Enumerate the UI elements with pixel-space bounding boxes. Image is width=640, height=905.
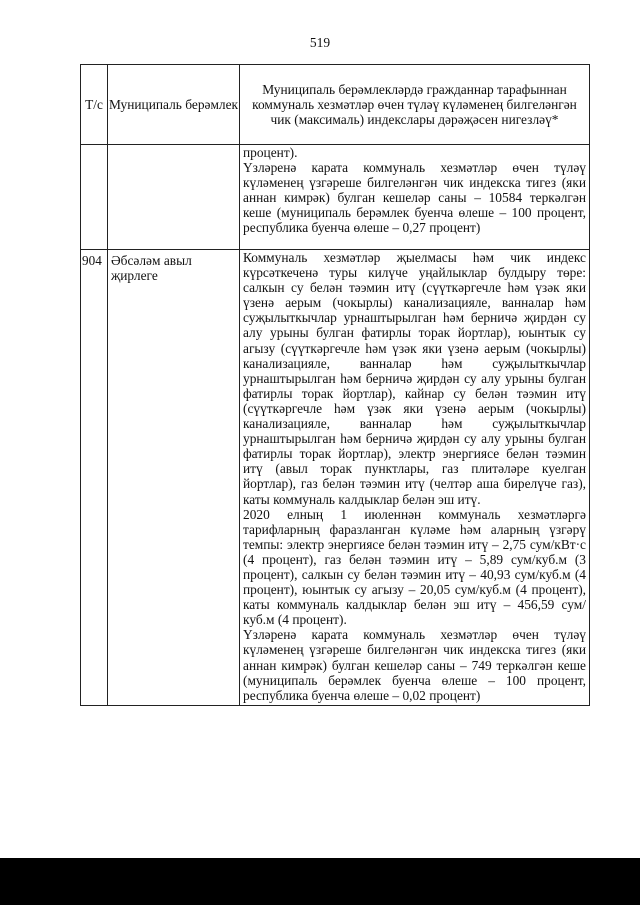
paragraph: Үзләренә карата коммуналь хезмәтләр өчен түләү күләменең үзгәреше билгеләнгән чик индекска тигез (яки аннан кимрәк) булган кешеләр саны – 749 теркәлгән кеше (муниципаль берәмлек буенча өлеше – 100 процент, республика буенча өлеше – 0,02 процент) (243, 627, 586, 703)
header-municipality: Муниципаль берәмлек (108, 65, 240, 145)
paragraph: Коммуналь хезмәтләр җыелмасы һәм чик индекс күрсәткеченә туры килүче уңайлыклар булдыру төре: салкын су белән тәэмин итү (сүүткәргечле һәм үзәк яки үзенә аерым (чокырлы) канализацияле, ванналар һәм суҗылыткычлар урнаштырылган һәм берничә җирдән су алу урыны булган фатирлы торак йортлар), юынтык су агызу (сүүткәргечле һәм үзәк яки үзенә аерым (чокырлы) канализацияле, ванналар һәм суҗылыткычлар урнаштырылган һәм берничә җирдән су алу урыны булган фатирлы торак йортлар), кайнар су белән тәэмин итү (сүүткәргечле һәм үзәк яки үзенә аерым (чокырлы) канализацияле, ванналар һәм суҗылыткычлар урнаштырылган һәм берничә җирдән су алу урыны булган фатирлы торак йортлар), электр энергиясе белән тәэмин итү (авыл торак пунктлары, газ плитәләре куелган йортлар), газ белән тәэмин итү (челтәр аша бирелүче газ), каты коммуналь калдыклар белән эш итү. (243, 250, 586, 507)
indices-table (80, 64, 590, 706)
table-row (81, 145, 590, 250)
row-number: 904 (81, 250, 108, 706)
header-number: Т/с (81, 65, 108, 145)
paragraph: процент). (243, 145, 298, 160)
row-number (81, 145, 108, 250)
header-justification: Муниципаль берәмлекләрдә гражданнар тарафыннан коммуналь хезмәтләр өчен түләү күләменең билгеләнгән чик (максималь) индекслары дәрәҗәсен нигезләү* (240, 65, 590, 145)
row-text (240, 145, 590, 250)
row-municipality: Әбсәләм авыл җирлеге (108, 250, 240, 706)
scan-edge-bar (0, 858, 640, 905)
row-municipality (108, 145, 240, 250)
table-header-row (81, 65, 590, 145)
table-row (81, 250, 590, 706)
paragraph: Үзләренә карата коммуналь хезмәтләр өчен түләү күләменең үзгәреше билгеләнгән чик индекска тигез (яки аннан кимрәк) булган кешеләр саны – 10584 теркәлгән кеше (муниципаль берәмлек буенча өлеше – 100 процент, республика буенча өлеше – 0,27 процент) (243, 160, 586, 236)
row-text (240, 250, 590, 706)
paragraph: 2020 елның 1 июленнән коммуналь хезмәтләргә тарифларның фаразланган күләме һәм аларның үзгәрү темпы: электр энергиясе белән тәэмин итү – 2,75 сум/кВт·с (4 процент), газ белән тәэмин итү – 5,89 сум/куб.м (3 процент), салкын су белән тәэмин итү – 40,93 сум/куб.м (4 процент), юынтык су агызу – 20,05 сум/куб.м (4 процент), каты коммуналь калдыклар белән эш итү – 456,59 сум/куб.м (4 процент). (243, 506, 586, 628)
page-number: 519 (309, 35, 331, 50)
